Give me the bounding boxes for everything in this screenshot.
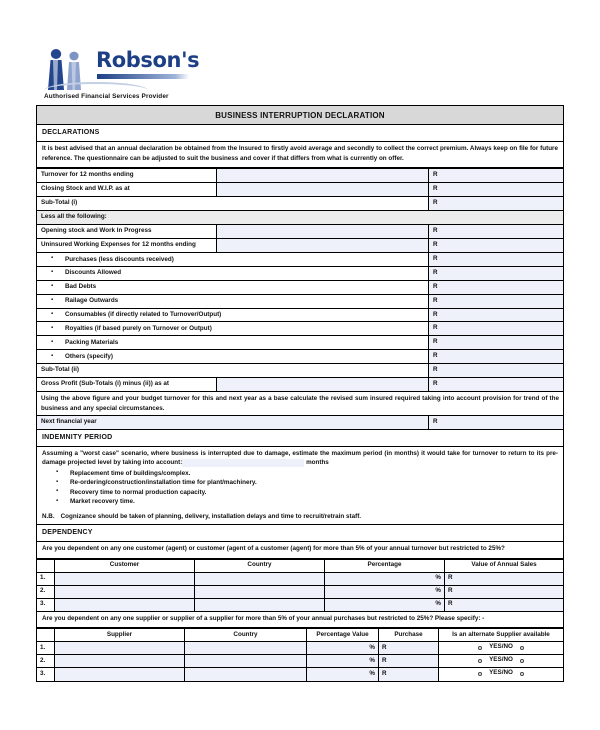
radio-no-2[interactable]	[520, 672, 524, 676]
table-row	[37, 252, 564, 266]
customer-dependency-table	[36, 559, 564, 612]
customer-col-value: Value of Annual Sales	[445, 559, 564, 572]
dependency-customer-question-box	[36, 542, 564, 558]
table-row	[37, 336, 564, 350]
table-row	[37, 364, 564, 378]
table-row	[37, 585, 564, 598]
deduction-label-5: ▪ Royalties (if based purely on Turnover or Output)	[37, 324, 428, 333]
table-row	[37, 416, 564, 430]
customer-col-percentage: Percentage	[325, 559, 445, 572]
deduction-cell-3	[37, 294, 429, 308]
table-row	[37, 280, 564, 294]
input-customer-country-1[interactable]	[195, 585, 325, 598]
row-label-uninsured-working-expenses: Uninsured Working Expenses for 12 months ending	[37, 238, 217, 252]
row-label-gross-profit: Gross Profit (Sub-Totals (i) minus (ii)) as at	[37, 378, 217, 392]
deduction-cell-1	[37, 266, 429, 280]
table-row	[37, 655, 564, 668]
indemnity-nb-wrap	[37, 510, 563, 525]
input-customer-country-2[interactable]	[195, 598, 325, 611]
amount-subtotal-i[interactable]: R	[429, 197, 564, 211]
input-opening-stock[interactable]	[217, 224, 429, 238]
input-customer-percentage-2[interactable]: %	[325, 598, 445, 611]
amount-gross-profit[interactable]: R	[429, 378, 564, 392]
table-row	[37, 350, 564, 364]
table-row	[37, 266, 564, 280]
deduction-label-6: ▪ Packing Materials	[37, 338, 428, 347]
input-indemnity-months[interactable]	[182, 459, 304, 467]
table-row	[37, 322, 564, 336]
deduction-cell-2	[37, 280, 429, 294]
customer-col-customer: Customer	[55, 559, 195, 572]
deduction-label-1: ▪ Discounts Allowed	[37, 268, 428, 277]
input-supplier-purchase-0[interactable]: R	[379, 642, 439, 655]
table-row	[37, 197, 564, 211]
indemnity-section	[36, 430, 564, 447]
yes-no-label-2: YES/NO	[489, 669, 513, 677]
table-row	[37, 642, 564, 655]
page-title: BUSINESS INTERRUPTION DECLARATION	[36, 105, 564, 125]
table-row	[37, 224, 564, 238]
deduction-label-0: ▪ Purchases (less discounts received)	[37, 255, 428, 264]
supplier-col-percentage-value: Percentage Value	[307, 629, 379, 642]
deduction-cell-0	[37, 252, 429, 266]
table-row	[37, 392, 564, 416]
supplier-col-purchase: Purchase	[379, 629, 439, 642]
declarations-section	[36, 125, 564, 142]
amount-deduction-3[interactable]: R	[429, 294, 564, 308]
deduction-cell-7	[37, 350, 429, 364]
supplier-col-supplier: Supplier	[55, 629, 185, 642]
supplier-row-num-1: 2.	[37, 655, 55, 668]
declarations-intro-box	[36, 142, 564, 168]
deduction-cell-5	[37, 322, 429, 336]
input-gross-profit-date[interactable]	[217, 378, 429, 392]
input-customer-name-0[interactable]	[55, 572, 195, 585]
customer-row-num-1: 2.	[37, 585, 55, 598]
indemnity-bullet-0: ▪ Replacement time of buildings/complex.	[42, 469, 558, 478]
logo-underline	[97, 74, 189, 79]
row-label-opening-stock: Opening stock and Work In Progress	[37, 224, 217, 238]
radio-no-1[interactable]	[520, 659, 524, 663]
row-label-subtotal-i: Sub-Total (i)	[37, 197, 429, 211]
table-row	[37, 294, 564, 308]
declaration-form	[36, 105, 564, 682]
supplier-alternate-answer-2	[439, 668, 564, 681]
row-label-subtotal-ii: Sub-Total (ii)	[37, 364, 429, 378]
input-customer-percentage-0[interactable]: %	[325, 572, 445, 585]
deduction-label-7: ▪ Others (specify)	[37, 352, 428, 361]
dependency-section	[36, 525, 564, 542]
indemnity-nb-text: Cognizance should be taken of planning, delivery, installation delays and time to recruit/retrain staff.	[60, 512, 362, 520]
input-closing-stock-date[interactable]	[217, 183, 429, 197]
deduction-label-2: ▪ Bad Debts	[37, 282, 428, 291]
brand-name: Robson's	[96, 48, 200, 72]
dependency-heading: DEPENDENCY	[42, 529, 93, 537]
deduction-cell-4	[37, 308, 429, 322]
input-supplier-percentage-2[interactable]: %	[307, 668, 379, 681]
input-customer-value-1[interactable]: R	[445, 585, 564, 598]
row-label-next-financial-year: Next financial year	[37, 416, 429, 430]
customer-col-country: Country	[195, 559, 325, 572]
deduction-cell-6	[37, 336, 429, 350]
indemnity-bullets	[37, 469, 563, 510]
input-supplier-percentage-1[interactable]: %	[307, 655, 379, 668]
table-row	[37, 210, 564, 224]
supplier-dependency-table	[36, 628, 564, 681]
table-row	[37, 183, 564, 197]
table-row	[37, 378, 564, 392]
input-supplier-purchase-1[interactable]: R	[379, 655, 439, 668]
input-supplier-purchase-2[interactable]: R	[379, 668, 439, 681]
supplier-col-num	[37, 629, 55, 642]
input-supplier-country-0[interactable]	[185, 642, 307, 655]
table-row	[37, 598, 564, 611]
input-supplier-name-1[interactable]	[55, 655, 185, 668]
indemnity-months-unit: months	[306, 459, 329, 467]
table-header-row	[37, 559, 564, 572]
input-supplier-name-0[interactable]	[55, 642, 185, 655]
amount-opening-stock[interactable]: R	[429, 224, 564, 238]
input-supplier-country-1[interactable]	[185, 655, 307, 668]
input-customer-value-0[interactable]: R	[445, 572, 564, 585]
customer-col-num	[37, 559, 55, 572]
indemnity-heading: INDEMNITY PERIOD	[42, 433, 113, 441]
dependency-supplier-question-box	[36, 612, 564, 628]
deduction-label-3: ▪ Railage Outwards	[37, 296, 428, 305]
brand-logo	[44, 46, 304, 98]
revised-sum-note: Using the above figure and your budget turnover for this and next year as a base calculate the revised sum insured required taking into account provision for trend of the business and any special circumstances.	[37, 392, 564, 416]
radio-yes-1[interactable]	[478, 659, 482, 663]
dependency-supplier-question: Are you dependent on any one supplier or supplier of a supplier for more than 5% of your annual purchases but restricted to 25%? Please specify: -	[42, 614, 485, 622]
indemnity-intro: Assuming a "worst case" scenario, where business is interrupted due to damage, estimate the maximum period (in months) it would take for turnover to return to its pre-damage projected level by taking into account:	[42, 449, 558, 467]
indemnity-body	[36, 447, 564, 526]
table-row	[37, 572, 564, 585]
radio-yes-2[interactable]	[478, 672, 482, 676]
indemnity-bullet-1: ▪ Re-ordering/construction/installation time for plant/machinery.	[42, 478, 558, 487]
customer-row-num-0: 1.	[37, 572, 55, 585]
supplier-row-num-2: 3.	[37, 668, 55, 681]
amount-deduction-0[interactable]: R	[429, 252, 564, 266]
figures-table	[36, 168, 564, 430]
table-row	[37, 308, 564, 322]
amount-closing-stock[interactable]: R	[429, 183, 564, 197]
supplier-row-num-0: 1.	[37, 642, 55, 655]
amount-next-financial-year[interactable]: R	[429, 416, 564, 430]
row-label-closing-stock: Closing Stock and W.I.P. as at	[37, 183, 217, 197]
row-label-turnover: Turnover for 12 months ending	[37, 169, 217, 183]
table-header-row	[37, 629, 564, 642]
input-customer-percentage-1[interactable]: %	[325, 585, 445, 598]
indemnity-bullet-2: ▪ Recovery time to normal production capacity.	[42, 488, 558, 497]
supplier-alternate-answer-1	[439, 655, 564, 668]
input-supplier-country-2[interactable]	[185, 668, 307, 681]
amount-deduction-1[interactable]: R	[429, 266, 564, 280]
amount-subtotal-ii[interactable]: R	[429, 364, 564, 378]
amount-uninsured-working-expenses[interactable]: R	[429, 238, 564, 252]
amount-deduction-6[interactable]: R	[429, 336, 564, 350]
indemnity-nb-label: N.B.	[42, 512, 55, 520]
amount-deduction-4[interactable]: R	[429, 308, 564, 322]
indemnity-bullet-3: ▪ Market recovery time.	[42, 497, 558, 506]
deduction-label-4: ▪ Consumables (if directly related to Turnover/Output)	[37, 310, 428, 319]
amount-deduction-7[interactable]: R	[429, 350, 564, 364]
input-turnover-date[interactable]	[217, 169, 429, 183]
table-row	[37, 238, 564, 252]
customer-row-num-2: 3.	[37, 598, 55, 611]
logo-swoosh	[44, 82, 148, 92]
dependency-customer-question: Are you dependent on any one customer (agent) or customer (agent of a customer (agent) for more than 5% of your annual turnover but restricted to 25%?	[42, 545, 505, 553]
amount-deduction-5[interactable]: R	[429, 322, 564, 336]
input-supplier-name-2[interactable]	[55, 668, 185, 681]
supplier-alternate-answer-0	[439, 642, 564, 655]
table-row	[37, 668, 564, 681]
declarations-intro: It is best advised that an annual declaration be obtained from the Insured to firstly avoid average and secondly to collect the correct premium. Always keep on file for future reference. The questionnaire can be adjusted to suit the business and cover if that differs from what is currently on offer.	[42, 145, 558, 162]
input-customer-value-2[interactable]: R	[445, 598, 564, 611]
amount-turnover[interactable]: R	[429, 169, 564, 183]
input-customer-name-1[interactable]	[55, 585, 195, 598]
declarations-heading: DECLARATIONS	[42, 129, 100, 137]
indemnity-intro-wrap	[37, 447, 563, 469]
yes-no-label-1: YES/NO	[489, 656, 513, 664]
amount-deduction-2[interactable]: R	[429, 280, 564, 294]
radio-no-0[interactable]	[520, 646, 524, 650]
table-row	[37, 169, 564, 183]
radio-yes-0[interactable]	[478, 646, 482, 650]
supplier-col-country: Country	[185, 629, 307, 642]
input-customer-name-2[interactable]	[55, 598, 195, 611]
yes-no-label-0: YES/NO	[489, 643, 513, 651]
brand-tagline: Authorised Financial Services Provider	[44, 93, 169, 100]
input-supplier-percentage-0[interactable]: %	[307, 642, 379, 655]
input-customer-country-0[interactable]	[195, 572, 325, 585]
input-uninsured-working-expenses-date[interactable]	[217, 238, 429, 252]
supplier-col-alternate: Is an alternate Supplier available	[439, 629, 564, 642]
row-header-less-all-following: Less all the following:	[37, 210, 564, 224]
